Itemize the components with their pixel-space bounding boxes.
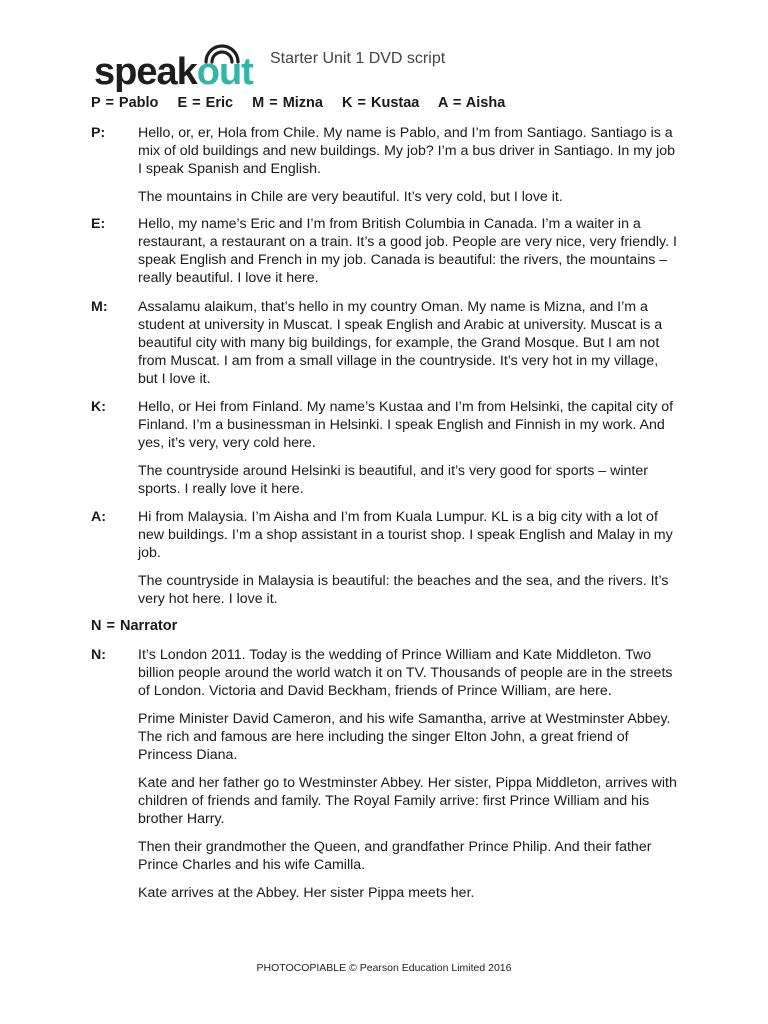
script-block-eric (91, 215, 681, 297)
speaker-label: A: (91, 509, 106, 525)
narrator-legend: N = Narrator (91, 618, 178, 634)
script-block-pablo (91, 124, 681, 216)
script-block-kustaa (91, 398, 681, 508)
script-paragraph: Hello, my name’s Eric and I’m from British Columbia in Canada. I’m a waiter in a restaurant, a restaurant on a train. It’s a good job. People are very nice, very friendly. I speak English and French in my job. Canada is beautiful: the rivers, the mountains – really beautiful. I love it here. (138, 216, 677, 286)
script-paragraph: Hello, or Hei from Finland. My name’s Kustaa and I’m from Helsinki, the capital city of Finland. I’m a businessman in Helsinki. I speak English and Finnish in my work. And yes, it’s very, very cold here. (138, 399, 674, 451)
speakout-logo (94, 44, 266, 96)
page-header (94, 40, 654, 96)
script-paragraph: The countryside around Helsinki is beautiful, and it’s very good for sports – winter sports. I really love it here. (138, 463, 648, 497)
legend-kustaa: K = Kustaa (342, 95, 420, 111)
script-paragraph: The countryside in Malaysia is beautiful: the beaches and the sea, and the rivers. It’s very hot here. I love it. (138, 573, 669, 607)
script-paragraph: The mountains in Chile are very beautiful. It’s very cold, but I love it. (138, 189, 563, 205)
speaker-label: P: (91, 125, 106, 141)
copyright-footer: PHOTOCOPIABLE © Pearson Education Limited 2016 (256, 962, 512, 974)
script-paragraph: Prime Minister David Cameron, and his wife Samantha, arrive at Westminster Abbey. The rich and famous are here including the singer Elton John, a great friend of Princess Diana. (138, 711, 671, 763)
speaker-label: E: (91, 216, 106, 232)
script-paragraph: Assalamu alaikum, that’s hello in my country Oman. My name is Mizna, and I’m a student at university in Muscat. I speak English and Arabic at university. Muscat is a beautiful city with many big buildings, for example, the Grand Mosque. But I am not from Muscat. I am from a small village in the countryside. It’s very hot in my village, but I love it. (138, 299, 663, 387)
script-paragraph: Then their grandmother the Queen, and grandfather Prince Philip. And their father Prince Charles and his wife Camilla. (138, 839, 652, 873)
speaker-label: M: (91, 299, 108, 315)
script-block-aisha (91, 508, 681, 618)
script-paragraph: Hi from Malaysia. I’m Aisha and I’m from Kuala Lumpur. KL is a big city with a lot of new buildings. I’m a shop assistant in a tourist shop. I speak English and Malay in my job. (138, 509, 673, 561)
script-paragraph: Hello, or, er, Hola from Chile. My name is Pablo, and I’m from Santiago. Santiago is a mix of old buildings and new buildings. My job? I’m a bus driver in Santiago. In my job I speak Spanish and English. (138, 125, 676, 177)
legend-mizna: M = Mizna (252, 95, 323, 111)
script-paragraph: It’s London 2011. Today is the wedding of Prince William and Kate Middleton. Two billion people around the world watch it on TV. Thousands of people are in the streets of London. Victoria and David Beckham, friends of Prince William, are here. (138, 647, 673, 699)
script-block-mizna (91, 298, 681, 398)
script-block-narrator (91, 646, 681, 912)
script-paragraph: Kate and her father go to Westminster Abbey. Her sister, Pippa Middleton, arrives with children of friends and family. The Royal Family arrive: first Prince William and his brother Harry. (138, 775, 677, 827)
document-title: Starter Unit 1 DVD script (270, 50, 446, 67)
legend-eric: E = Eric (177, 95, 234, 111)
logo-wordmark (94, 52, 253, 92)
logo-speak: speak (94, 51, 197, 93)
legend-pablo: P = Pablo (91, 95, 159, 111)
speaker-label: N: (91, 647, 106, 663)
speaker-legend (91, 95, 519, 111)
speaker-label: K: (91, 399, 106, 415)
legend-aisha: A = Aisha (437, 95, 506, 111)
script-paragraph: Kate arrives at the Abbey. Her sister Pippa meets her. (138, 885, 475, 901)
logo-out: out (196, 51, 253, 93)
